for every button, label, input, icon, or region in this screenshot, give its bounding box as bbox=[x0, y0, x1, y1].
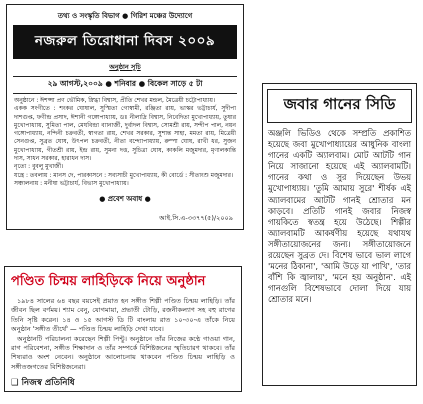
chinmoy-paragraph: অনুষ্ঠানটি পরিচালনা করেছেন শিল্পী পিন্টু। অনুষ্ঠানে তাঁর নিজের কণ্ঠে গাওয়া গান, রাগ পরিবেশনা, সঙ্গীত শিক্ষাদান ও তাঁর সম্পর্কে বিশিষ্টজনের স্মৃতিচারণ থাকবে। তাঁর শিষ্যরাও অংশ নেবেন। অনুষ্ঠানে আলোচনায় থাকবেন পণ্ডিত চিন্ময় লাহিড়ি ও সঙ্গীতজগতের বিশিষ্টজনেরা। bbox=[11, 334, 235, 371]
programme-body bbox=[14, 97, 236, 188]
event-title-banner: নজরুল তিরোধানা দিবস ২০০৯ bbox=[13, 25, 237, 59]
notice-code: আই.সি.এ-৩৩৭৭(৫)/২০০৯ bbox=[159, 214, 233, 222]
correspondent-signature: ❑ নিজস্ব প্রতিনিধি bbox=[11, 378, 75, 389]
chinmoy-body bbox=[11, 297, 235, 372]
free-entry-note: ● প্রবেশ অবাধ ● bbox=[99, 195, 151, 204]
programme-paragraph: যন্ত্রে : তবলায় : মানস দে, পারকাসনে : সব্যসাচী মুখোপাধ্যায়, কী বোর্ডে : সীতাংশু মজুমদার। bbox=[14, 171, 234, 179]
organiser-line: তথ্য ও সংস্কৃতি বিভাগ ● গিরিশ মঞ্চের উদ্যোগে bbox=[57, 12, 193, 20]
cd-review-headline: জবার গানের সিডি bbox=[267, 89, 412, 123]
cd-review-clipping bbox=[262, 83, 417, 386]
programme-paragraph: নৃত্যে : বুবলু মুখার্জী। bbox=[14, 163, 64, 171]
chinmoy-lahiri-clipping bbox=[4, 266, 242, 392]
chinmoy-paragraph: ১৯৮৪ সালের ৬৪ বছর বয়সেই প্রয়াত হন সঙ্গীত শিল্পী পণ্ডিত চিন্ময় লাহিড়ি। তাঁর জীবন ছিল বর্ণময়। শ্যাম বেনু, যোগমায়া, প্রভাতী টোড়ি, রজনীকল্যাণ সহ বহু রাগের তিনি সৃষ্টি করেন। ১৪ ও ১৫ আগস্ট ডি টি বাংলায় রাত ১০-৩০-এ তাঁকে নিয়ে অনুষ্ঠান 'সঙ্গীত তীর্থে' — পণ্ডিত চিন্ময় লাহিড়ি দেখা যাবে। bbox=[11, 297, 235, 334]
chinmoy-headline: পণ্ডিত চিন্ময় লাহিড়িকে নিয়ে অনুষ্ঠান bbox=[11, 274, 206, 289]
programme-paragraph: সঞ্চালনায় : মনীষা ভট্টাচার্য, বিভাস মুখোপাধ্যায়। bbox=[14, 179, 129, 187]
programme-subhead: অনুষ্ঠান সূচি bbox=[109, 63, 141, 71]
event-dateline: ২৯ আগস্ট,২০০৯ ● শনিবার ● বিকেল সাড়ে ৫ টা bbox=[13, 76, 237, 94]
event-notice-clipping bbox=[6, 4, 244, 230]
cd-review-body: অঞ্জলি ভিডিও থেকে সম্প্রতি প্রকাশিত হয়েছে জবা মুখোপাধ্যায়ের আধুনিক বাংলা গানের একটি অ্যালবাম। মোট আটটি গান নিয়ে সাজানো হয়েছে এই অ্যালবামটি। গানের কথা ও সুর দিয়েছেন উভয় মুখোপাধ্যায়। 'তুমি আমায় সুরে' শীর্ষক এই অ্যালবামের আটটি গানই শ্রোতার মন কাড়বে। প্রতিটি গানই জবার নিজস্ব গায়কিতে স্বতন্ত্র হয়ে উঠেছে। শিল্পীর অ্যালবামটি আকর্ষণীয় হয়েছে যথাযথ সঙ্গীতায়োজনের জন্য। সঙ্গীতায়োজনে রয়েছেন সুব্রত দে। বিশেষ ভাবে ভাল লাগে 'মনের ঠিকানা', 'আমি উড়ে যা পাখি', 'তার বাঁশি কি জ্বালায়', 'মনে হয় অনুষ্ঠান'. এই গানগুলি বিশেষভাবে দোলা দিয়ে যায় শ্রোতার মনে। bbox=[268, 128, 411, 305]
programme-paragraph: একক সংগীতে : শংকর ঘোষাল, সুস্মিতা গোস্বামী, রঞ্জিতা রায়, ভাস্কর ভট্টাচার্য, সুদীপা দাশগুপ্ত, ফণীন্দ্র প্রসাদ, ঈশানী গঙ্গোপাধ্যায়, ডঃ নীলাদ্রি বিশ্বাস, নিবেদিতা মুখোপাধ্যায়, তুষার মুখোপাধ্যায়, সুমিতা পাল, মেঘবিন্দ্রা ব্যানার্জী, দুর্বাদল বিশ্বাস, সোমশ্রী রায়, সন্দীপ পাল, নয়ন গঙ্গোপাধ্যায়, নন্দিনী চক্রবর্তী, স্বাগতা রায়, শেখর সরকার, সুশান্ত সাহা, মমতা রায়, মিত্রেয়ী সেনগুপ্ত, সুব্রত ঘোষ, উৎপল চক্রবর্তী, নীতা বন্দ্যোপাধ্যায়, রুম্পা ঘোষ, রাখী ধর, সুজন মুখোপাধ্যায়, গীতশ্রী রায়, ইন্দ্র রায়, সুমনা দত্ত, সুচিত্রা ঘোষ, কাকলি মজুমদার, মৃণালকান্তি দাস, সাধন সরকার, হারাধন দাস। bbox=[14, 105, 236, 163]
programme-paragraph: অনুষ্ঠানে : ঈশপ্সা প্রণ ভৌমিক, স্নিগ্ধা বিশ্বাস, প্রীতি শেখর মন্ডল, মৈত্রেয়ী চট্টোপাধ্যায়। bbox=[14, 97, 216, 104]
